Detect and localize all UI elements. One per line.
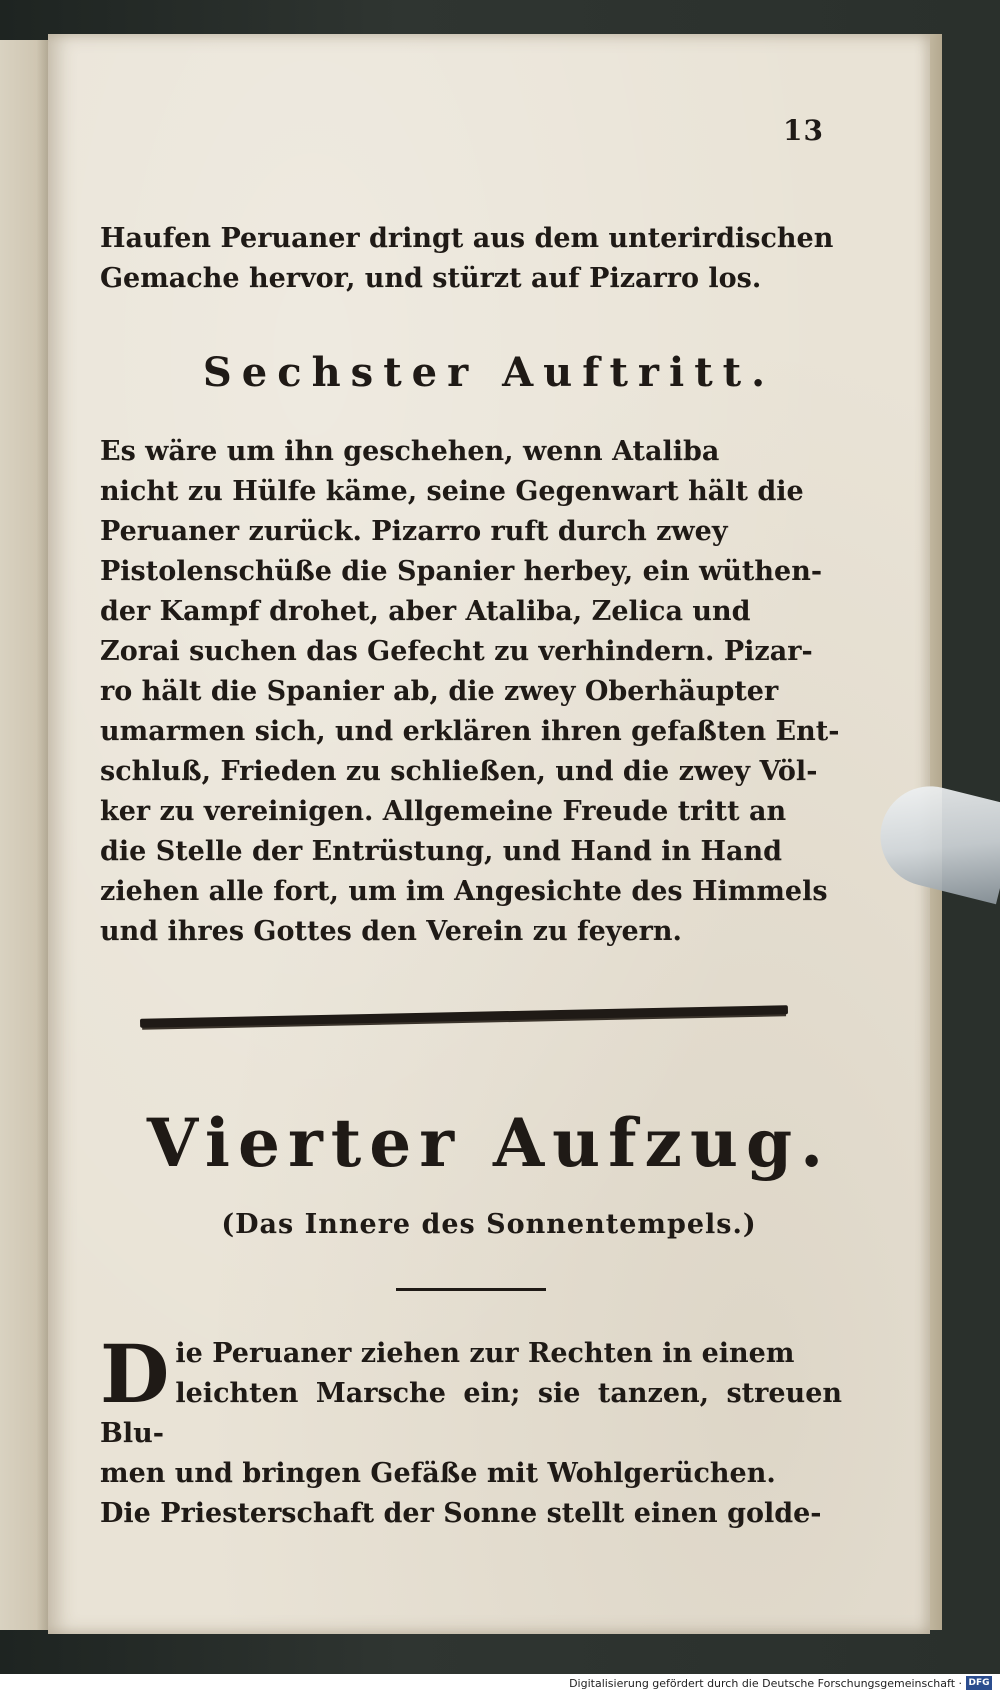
act-subtitle: (Das Innere des Sonnentempels.) <box>221 1209 757 1240</box>
scene-paragraph: Es wäre um ihn geschehen, wenn Ataliba nicht zu Hülfe käme, seine Gegenwart hält die Peruaner zurück. Pizarro ruft durch zwey Pistolenschüße die Spanier herbey, ein wüthen- der Kampf drohet, aber Ataliba, Zelica und Zorai suchen das Gefecht zu verhindern. Pizar- ro hält die Spanier ab, die zwey Oberhäupter umarmen sich, und erklären ihren gefaßten Ent- schluß, Frieden zu schließen, und die zwey Völ- ker zu vereinigen. Allgemeine Freude tritt an die Stelle der Entrüstung, und Hand in Hand ziehen alle fort, um im Angesichte des Himmels und ihres Gottes den Verein zu feyern. <box>100 436 840 947</box>
drop-cap: D <box>100 1327 170 1421</box>
act-paragraph-text: ie Peruaner ziehen zur Rechten in einem leichten Marsche ein; sie tanzen, streuen Blu- men und bringen Gefäße mit Wohlgerüchen. Die Priesterschaft der Sonne stellt einen golde- <box>100 1338 842 1529</box>
act-paragraph <box>100 1327 842 1534</box>
act-title: Vierter Aufzug. <box>146 1104 832 1182</box>
scene-heading: Sechster Auftritt. <box>202 349 776 396</box>
continued-paragraph: Haufen Peruaner dringt aus dem unterirdischen Gemache hervor, und stürzt auf Pizarro los. <box>100 223 834 294</box>
page-number: 13 <box>783 114 824 147</box>
footer-credit: Digitalisierung gefördert durch die Deutsche Forschungsgemeinschaft · <box>569 1677 962 1690</box>
short-divider-rule <box>396 1288 546 1291</box>
section-divider-rule <box>140 1005 788 1028</box>
book-page <box>48 34 930 1634</box>
previous-page-edge <box>0 40 52 1630</box>
dfg-logo-icon: DFG <box>966 1676 992 1690</box>
